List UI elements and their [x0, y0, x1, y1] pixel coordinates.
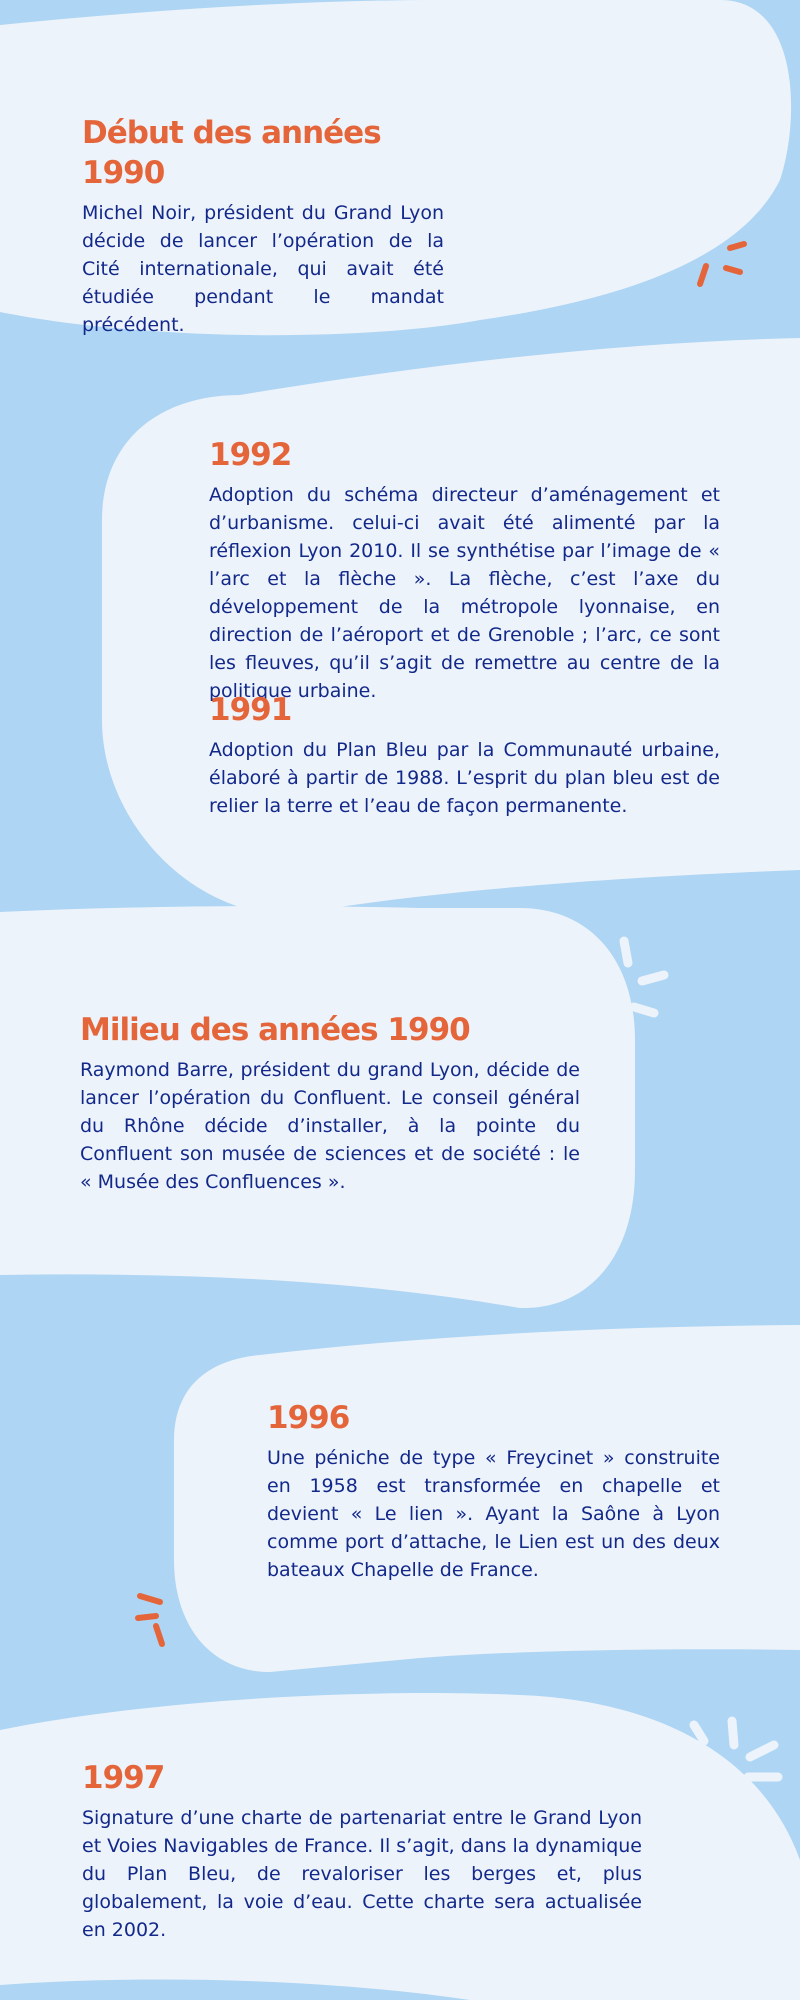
section-body: Michel Noir, président du Grand Lyon décide de lancer l’opération de la Cité internationale, qui avait été étudiée pendant le mandat précédent. — [82, 202, 444, 336]
section-1997 — [82, 1758, 642, 1944]
white-sparkle-icon — [582, 935, 672, 1025]
section-heading: Début des années 1990 — [82, 115, 381, 191]
section-heading: 1991 — [209, 692, 292, 728]
section-heading: 1997 — [82, 1760, 165, 1796]
section-1992 — [209, 435, 720, 705]
orange-sparkle-icon — [134, 1590, 194, 1650]
section-body: Une péniche de type « Freycinet » construite en 1958 est transformée en chapelle et devient « Le lien ». Ayant la Saône à Lyon comme port d’attache, le Lien est un des deux bateaux Chapelle de France. — [267, 1447, 720, 1581]
section-heading: Milieu des années 1990 — [80, 1012, 470, 1048]
section-early-1990s — [82, 113, 444, 339]
section-mid-1990s — [80, 1010, 580, 1196]
orange-sparkle-icon — [688, 240, 748, 300]
section-body: Raymond Barre, président du grand Lyon, décide de lancer l’opération du Confluent. Le conseil général du Rhône décide d’installer, à la pointe du Confluent son musée de sciences et de société : le « Musée des Confluences ». — [80, 1059, 580, 1193]
section-heading: 1996 — [267, 1400, 350, 1436]
section-body: Signature d’une charte de partenariat entre le Grand Lyon et Voies Navigables de France. Il s’agit, dans la dynamique du Plan Bleu, de revaloriser les berges et, plus globalement, la voie d’eau. Cette charte sera actualisée en 2002. — [82, 1807, 642, 1941]
section-body: Adoption du schéma directeur d’aménagement et d’urbanisme. celui-ci avait été alimenté par la réflexion Lyon 2010. Il se synthétise par l’image de « l’arc et la flèche ». La flèche, c’est l’axe du développement de la métropole lyonnaise, en direction de l’aéroport et de Grenoble ; l’arc, ce sont les fleuves, qu’il s’agit de remettre au centre de la politique urbaine. — [209, 484, 720, 702]
section-1991 — [209, 690, 720, 820]
section-1996 — [267, 1398, 720, 1584]
section-heading: 1992 — [209, 437, 292, 473]
white-sparkle-icon — [686, 1715, 786, 1795]
section-body: Adoption du Plan Bleu par la Communauté urbaine, élaboré à partir de 1988. L’esprit du plan bleu est de relier la terre et l’eau de façon permanente. — [209, 739, 720, 817]
